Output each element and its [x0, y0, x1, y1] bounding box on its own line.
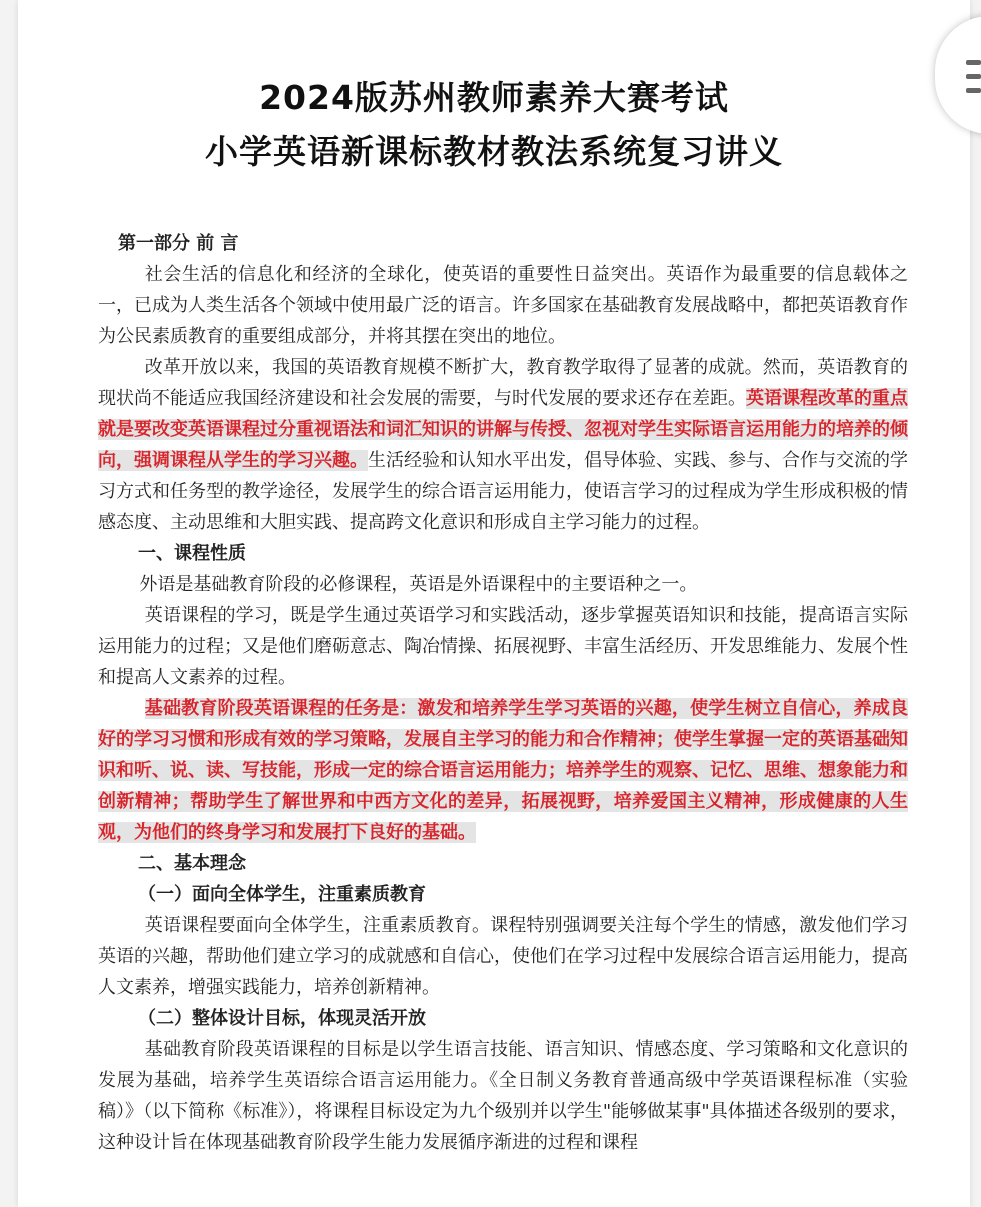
document-page: [18, 0, 970, 1207]
highlighted-paragraph-text: 基础教育阶段英语课程的任务是：激发和培养学生学习英语的兴趣，使学生树立自信心，养成良好的学习习惯和形成有效的学习策略，发展自主学习的能力和合作精神；使学生掌握一定的英语基础知识和听、说、读、写技能，形成一定的综合语言运用能力；培养学生的观察、记忆、思维、想象能力和创新精神；帮助学生了解世界和中西方文化的差异，拓展视野，培养爱国主义精神，形成健康的人生观，为他们的终身学习和发展打下良好的基础。: [98, 698, 908, 843]
document-title-line2: 小学英语新课标教材教法系统复习讲义: [205, 132, 783, 171]
menu-icon[interactable]: [966, 60, 981, 94]
highlighted-text: 英语课程改革的重点就是要改变英语课程过分重视语法和词汇知识的讲解与传授、忽视对学生实际语言运用能力的培养的倾向，强调课程从学生的学习兴趣。: [98, 388, 908, 471]
paragraph-4: 英语课程的学习，既是学生通过英语学习和实践活动，逐步掌握英语知识和技能，提高语言实际运用能力的过程；又是他们磨砺意志、陶冶情操、拓展视野、丰富生活经历、开发思维能力、发展个性和提高人文素养的过程。: [98, 605, 908, 688]
document-body: [98, 228, 908, 1158]
document-title-line1: 2024版苏州教师素养大赛考试: [259, 78, 729, 117]
section1-heading: 一、课程性质: [138, 543, 246, 564]
paragraph-7: 基础教育阶段英语课程的目标是以学生语言技能、语言知识、情感态度、学习策略和文化意识的发展为基础，培养学生英语综合语言运用能力。《全日制义务教育普通高级中学英语课程标准（实验稿）》（以下简称《标准》），将课程目标设定为九个级别并以学生"能够做某事"具体描述各级别的要求，这种设计旨在体现基础教育阶段学生能力发展循序渐进的过程和课程: [98, 1039, 908, 1153]
paragraph-2: [98, 352, 908, 538]
paragraph-6: 英语课程要面向全体学生，注重素质教育。课程特别强调要关注每个学生的情感，激发他们学习英语的兴趣，帮助他们建立学习的成就感和自信心，使他们在学习过程中发展综合语言运用能力，提高人文素养，增强实践能力，培养创新精神。: [98, 915, 908, 998]
paragraph-2-text-a: 改革开放以来，我国的英语教育规模不断扩大，教育教学取得了显著的成就。然而，英语教育的现状尚不能适应我国经济建设和社会发展的需要，与时代发展的要求还存在差距。: [98, 357, 908, 409]
paragraph-3: 外语是基础教育阶段的必修课程，英语是外语课程中的主要语种之一。: [139, 574, 698, 595]
subsection1-heading: （一）面向全体学生，注重素质教育: [138, 884, 426, 905]
part1-heading: 第一部分 前 言: [118, 233, 239, 254]
paragraph-1: 社会生活的信息化和经济的全球化，使英语的重要性日益突出。英语作为最重要的信息载体之一，已成为人类生活各个领域中使用最广泛的语言。许多国家在基础教育发展战略中，都把英语教育作为公民素质教育的重要组成部分，并将其摆在突出的地位。: [98, 264, 908, 347]
highlighted-paragraph: [98, 693, 908, 848]
section2-heading: 二、基本理念: [138, 853, 246, 874]
paragraph-2-text-b: 生活经验和认知水平出发，倡导体验、实践、参与、合作与交流的学习方式和任务型的教学途径，发展学生的综合语言运用能力，使语言学习的过程成为学生形成积极的情感态度、主动思维和大胆实践、提高跨文化意识和形成自主学习能力的过程。: [98, 450, 908, 533]
subsection2-heading: （二）整体设计目标，体现灵活开放: [138, 1008, 426, 1029]
